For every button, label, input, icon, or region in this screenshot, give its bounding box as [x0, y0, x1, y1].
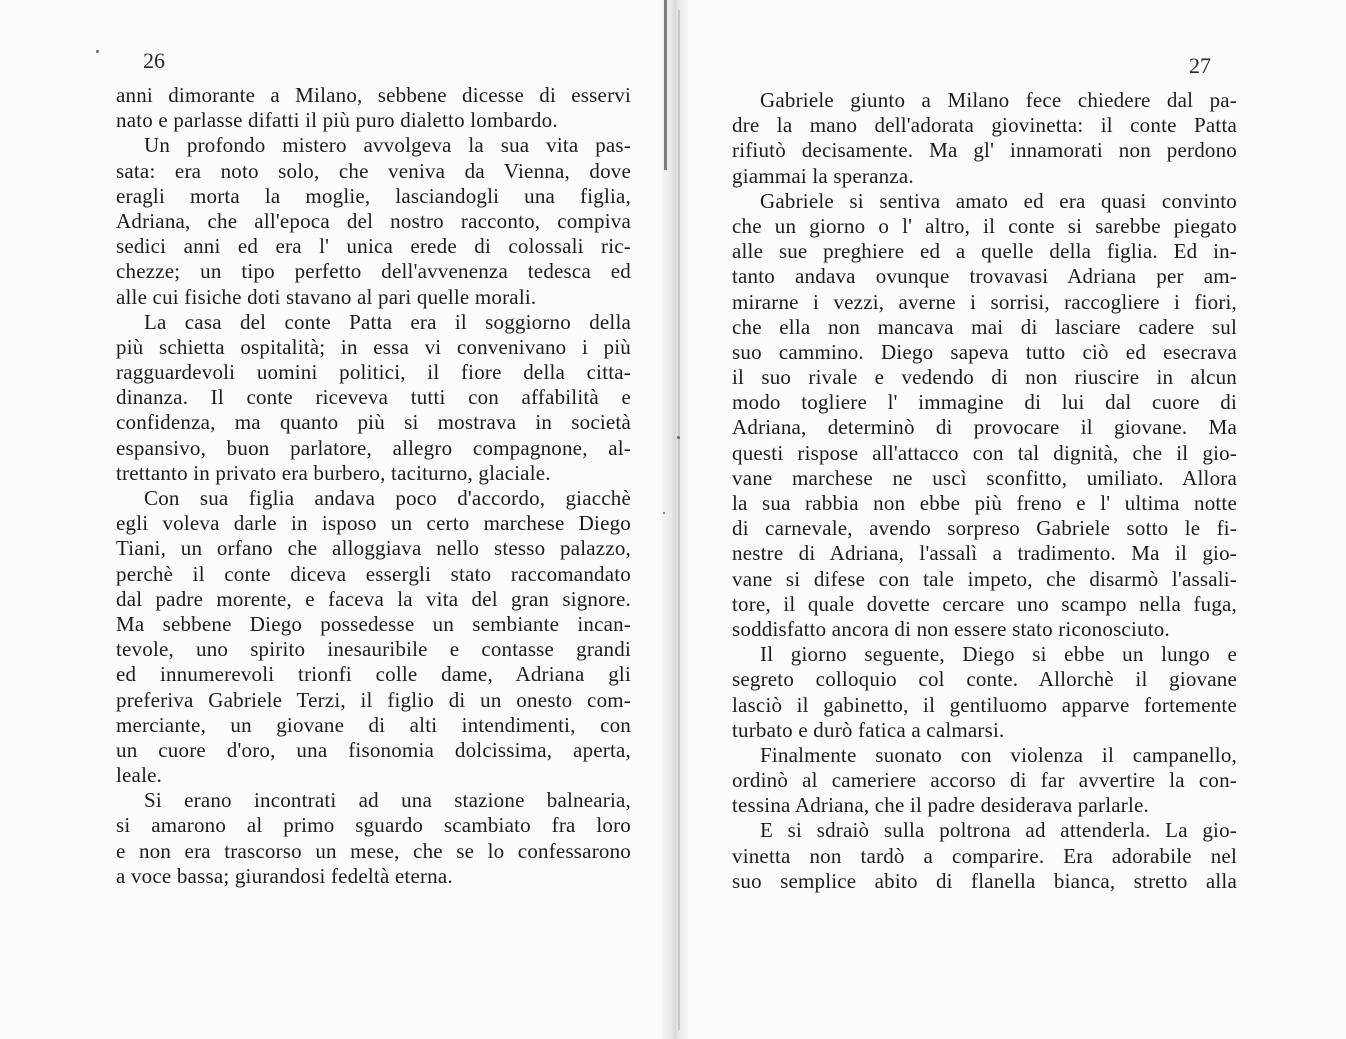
- text-line: Si erano incontrati ad una stazione balnearia,: [144, 788, 631, 813]
- text-line: E si sdraiò sulla poltrona ad attenderla. La gio-: [760, 818, 1237, 843]
- text-line: leale.: [116, 763, 163, 788]
- text-line: ordinò al cameriere accorso di far avvertire la con-: [732, 768, 1237, 793]
- text-line: nato e parlasse difatti il più puro dialetto lombardo.: [116, 108, 558, 133]
- text-line: soddisfatto ancora di non essere stato riconosciuto.: [732, 616, 1170, 641]
- text-line: preferiva Gabriele Terzi, il figlio di un onesto com-: [116, 687, 631, 712]
- text-line: un cuore d'oro, una fisonomia dolcissima, aperta,: [116, 737, 631, 762]
- text-line: segreto colloquio col conte. Allorchè il giovane: [732, 667, 1237, 692]
- text-line: il suo rivale e vedendo di non riuscire in alcun: [732, 365, 1237, 390]
- text-line: si amarono al primo sguardo scambiato fra loro: [116, 813, 631, 838]
- text-line: dinanza. Il conte riceveva tutti con affabilità e: [116, 385, 631, 410]
- text-line: Gabriele giunto a Milano fece chiedere dal pa-: [760, 88, 1237, 112]
- text-line: suo cammino. Diego sapeva tutto ciò ed esecrava: [732, 339, 1237, 364]
- text-line: anni dimorante a Milano, sebbene dicesse di esservi: [116, 83, 631, 107]
- text-line: perchè il conte diceva essergli stato raccomandato: [116, 561, 631, 586]
- text-line: rifiutò decisamente. Ma gl' innamorati non perdono: [732, 138, 1237, 163]
- text-line: trettanto in privato era burbero, taciturno, glaciale.: [116, 460, 551, 485]
- text-line: tessina Adriana, che il padre desiderava parlarle.: [732, 793, 1149, 818]
- right-page-text: [732, 88, 1237, 894]
- text-line: di carnevale, avendo sorpreso Gabriele sotto le fi-: [732, 516, 1237, 541]
- text-line: La casa del conte Patta era il soggiorno della: [144, 309, 631, 334]
- text-line: vane si difese con tale impeto, che disarmò l'assali-: [732, 566, 1237, 591]
- text-line: che ella non mancava mai di lasciare cadere sul: [732, 314, 1237, 339]
- text-line: merciante, un giovane di alti intendimenti, con: [116, 712, 631, 737]
- text-line: questi rispose all'attacco con tal dignità, che il gio-: [732, 440, 1237, 465]
- text-line: Adriana, che all'epoca del nostro racconto, compiva: [116, 208, 631, 233]
- text-line: eragli morta la moglie, lasciandogli una figlia,: [116, 183, 631, 208]
- left-page: [0, 0, 662, 1039]
- text-line: ragguardevoli uomini politici, il fiore della citta-: [116, 360, 631, 385]
- text-line: dre la mano dell'adorata giovinetta: il conte Patta: [732, 113, 1237, 138]
- text-line: e non era trascorso un mese, che se lo confessarono: [116, 838, 631, 863]
- paper-speck: [663, 512, 665, 514]
- text-line: suo semplice abito di flanella bianca, stretto alla: [732, 868, 1237, 893]
- text-line: tanto andava ovunque trovavasi Adriana per am-: [732, 264, 1237, 289]
- text-line: dal padre morente, e faceva la vita del gran signore.: [116, 586, 631, 611]
- text-line: nestre di Adriana, l'assalì a tradimento. Ma il gio-: [732, 541, 1237, 566]
- gutter-fold-line: [678, 10, 680, 1030]
- text-line: Adriana, determinò di provocare il giovane. Ma: [732, 415, 1237, 440]
- text-line: turbato e durò fatica a calmarsi.: [732, 717, 1005, 742]
- text-line: sata: era noto solo, che veniva da Vienna, dove: [116, 158, 631, 183]
- right-page: [688, 0, 1346, 1039]
- text-line: che un giorno o l' altro, il conte si sarebbe piegato: [732, 213, 1237, 238]
- text-line: alle sue preghiere ed a quelle della figlia. Ed in-: [732, 239, 1237, 264]
- text-line: tore, il quale dovette cercare uno scampo nella fuga,: [732, 591, 1237, 616]
- left-page-text: [116, 83, 631, 889]
- text-line: giammai la speranza.: [732, 163, 914, 188]
- text-line: sedici anni ed era l' unica erede di colossali ric-: [116, 234, 631, 259]
- text-line: a voce bassa; giurandosi fedeltà eterna.: [116, 863, 453, 888]
- text-line: tevole, uno spirito inesauribile e contasse grandi: [116, 637, 631, 662]
- text-line: alle cui fisiche doti stavano al pari quelle morali.: [116, 284, 537, 309]
- text-line: Con sua figlia andava poco d'accordo, giacchè: [144, 486, 631, 510]
- text-line: chezze; un tipo perfetto dell'avvenenza tedesca ed: [116, 259, 631, 284]
- text-line: confidenza, ma quanto più si mostrava in società: [116, 410, 631, 435]
- text-line: più schietta ospitalità; in essa vi convenivano i più: [116, 334, 631, 359]
- text-line: vinetta non tardò a comparire. Era adorabile nel: [732, 843, 1237, 868]
- text-line: la sua rabbia non ebbe più freno e l' ultima notte: [732, 491, 1237, 515]
- text-line: mirarne i vezzi, averne i sorrisi, raccogliere i fiori,: [732, 289, 1237, 314]
- text-line: vane marchese ne uscì sconfitto, umiliato. Allora: [732, 465, 1237, 490]
- paper-speck: [677, 436, 680, 439]
- text-line: Finalmente suonato con violenza il campanello,: [760, 742, 1237, 767]
- gutter-shadow-line: [664, 0, 667, 170]
- text-line: Gabriele si sentiva amato ed era quasi convinto: [760, 188, 1237, 213]
- page-number-right: 27: [1189, 53, 1211, 78]
- text-line: Ma sebbene Diego possedesse un sembiante incan-: [116, 611, 631, 636]
- text-line: modo togliere l' immagine di lui dal cuore di: [732, 390, 1237, 415]
- text-line: Il giorno seguente, Diego si ebbe un lungo e: [760, 642, 1237, 667]
- text-line: Un profondo mistero avvolgeva la sua vita pas-: [144, 133, 631, 158]
- page-number-left: 26: [143, 48, 165, 73]
- text-line: Tiani, un orfano che alloggiava nello stesso palazzo,: [116, 536, 631, 561]
- text-line: lasciò il gabinetto, il gentiluomo apparve fortemente: [732, 692, 1237, 717]
- text-line: egli voleva darle in isposo un certo marchese Diego: [116, 511, 631, 536]
- text-line: ed innumerevoli trionfi colle dame, Adriana gli: [116, 662, 631, 687]
- text-line: espansivo, buon parlatore, allegro compagnone, al-: [116, 435, 631, 460]
